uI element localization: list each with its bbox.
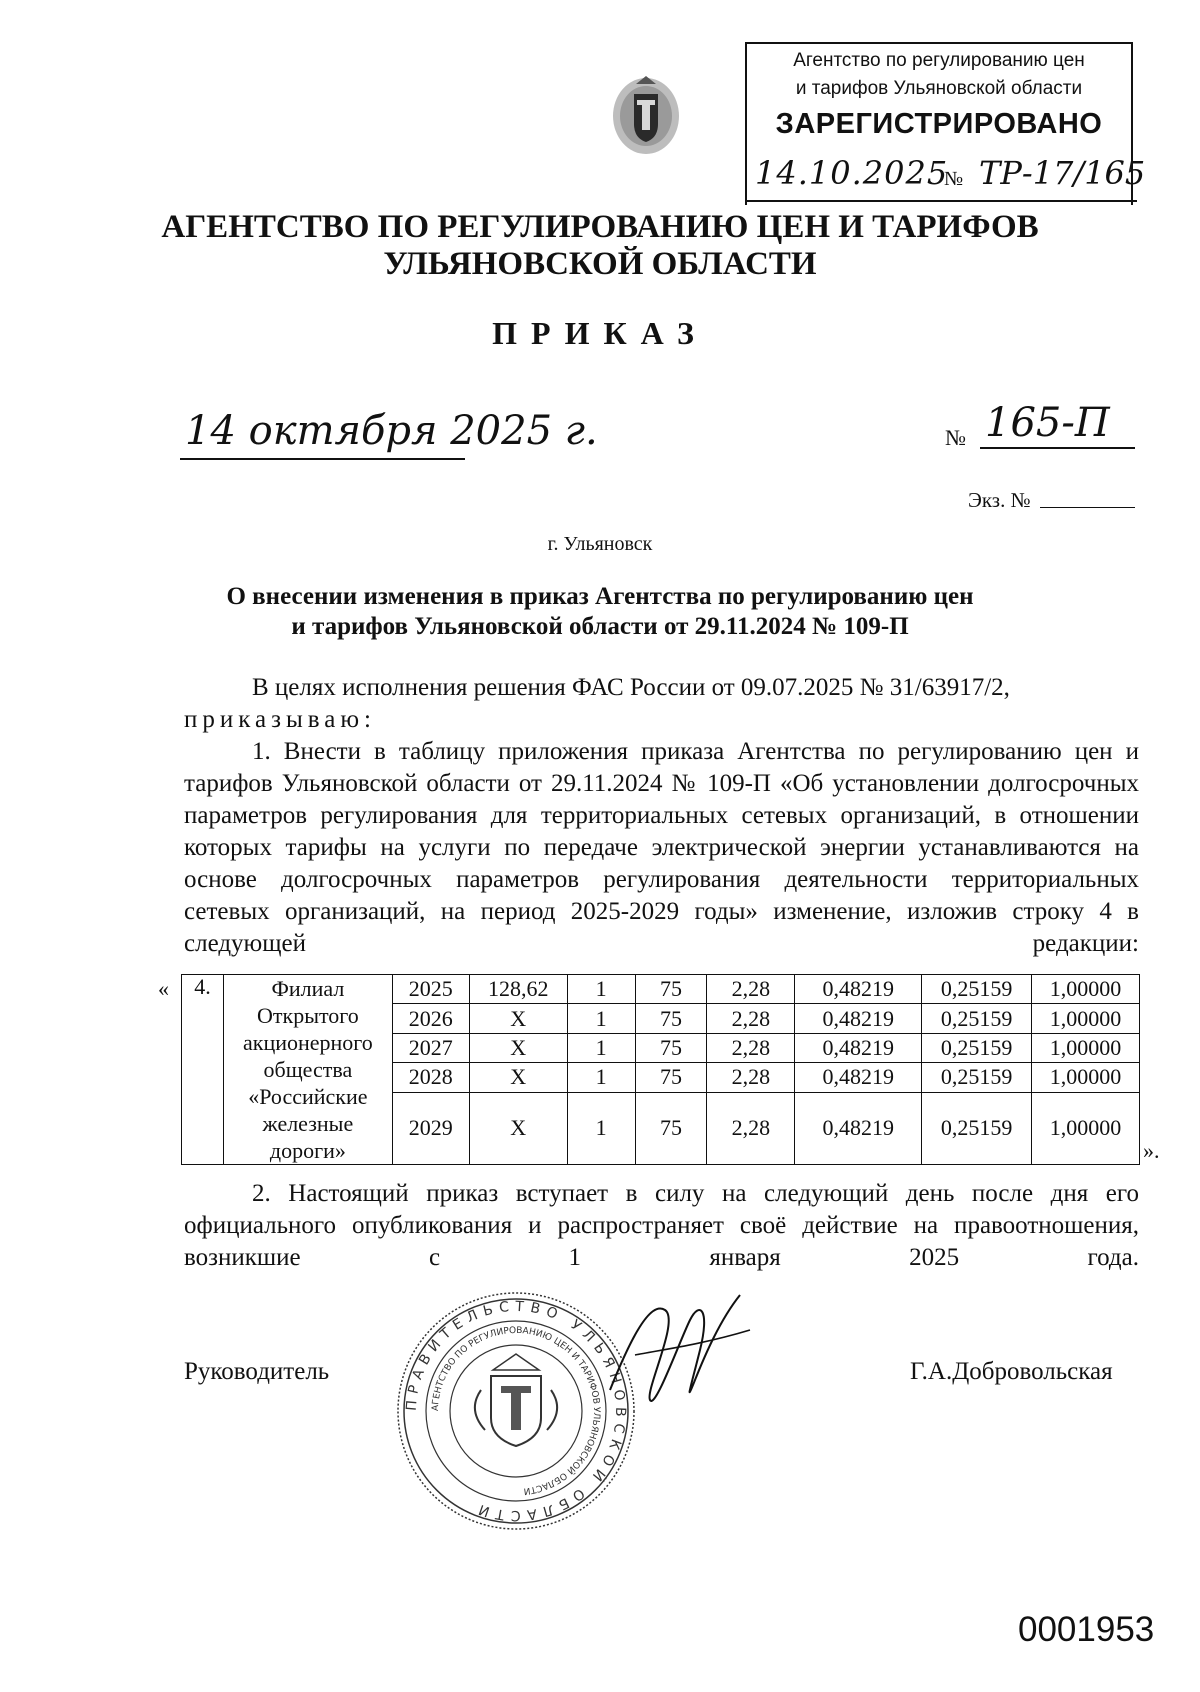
registration-stamp-agency-line1: Агентство по регулированию цен — [793, 50, 1085, 71]
handwritten-signature — [590, 1280, 760, 1420]
table-cell: 0,48219 — [795, 1092, 922, 1164]
order-word: приказываю: — [184, 706, 376, 733]
table-cell: 0,25159 — [922, 975, 1032, 1004]
table-cell: 1 — [567, 1092, 635, 1164]
table-cell: 2,28 — [707, 1033, 795, 1062]
registration-date: 14.10.2025 — [755, 154, 949, 192]
registration-number-sign: № — [944, 168, 964, 190]
table-cell: 2,28 — [707, 1063, 795, 1092]
paragraph-item-2: 2. Настоящий приказ вступает в силу на следующий день после дня его официального опубликования и распространяет своё действие на правоотношения, возникшие с 1 января 2025 года. — [184, 1180, 1139, 1271]
table-close-quote: ». — [1143, 1138, 1160, 1163]
table-row — [182, 975, 1140, 1004]
city: г. Ульяновск — [547, 533, 653, 555]
form-serial-number: 0001953 — [1018, 1610, 1155, 1649]
table-cell: 1,00000 — [1032, 1033, 1140, 1062]
order-number-label: № — [945, 425, 966, 450]
copy-number-blank — [1040, 507, 1135, 508]
table-cell: 0,48219 — [795, 1004, 922, 1033]
table-cell: 2027 — [392, 1033, 469, 1062]
table-row-number: 4. — [182, 975, 224, 1165]
table-cell: 1 — [567, 1063, 635, 1092]
table-cell: 2,28 — [707, 1092, 795, 1164]
table-cell: 2029 — [392, 1092, 469, 1164]
table-cell: 75 — [635, 1033, 707, 1062]
table-cell: 1 — [567, 975, 635, 1004]
table-cell: 0,48219 — [795, 1063, 922, 1092]
table-cell: 1,00000 — [1032, 1092, 1140, 1164]
table-cell: 1,00000 — [1032, 1063, 1140, 1092]
table-cell: 128,62 — [469, 975, 567, 1004]
table-cell: Х — [469, 1063, 567, 1092]
seal-outer-text: ПРАВИТЕЛЬСТВО УЛЬЯНОВСКОЙ ОБЛАСТИ — [403, 1298, 629, 1524]
coat-of-arms-emblem — [610, 70, 682, 156]
table-cell: 75 — [635, 1004, 707, 1033]
table-cell: 2026 — [392, 1004, 469, 1033]
table-cell: Х — [469, 1004, 567, 1033]
table-cell: 2025 — [392, 975, 469, 1004]
paragraph-preamble — [184, 672, 1139, 704]
table-cell: 0,48219 — [795, 1033, 922, 1062]
agency-title-line2: УЛЬЯНОВСКОЙ ОБЛАСТИ — [383, 246, 817, 282]
seal-inner-text: АГЕНТСТВО ПО РЕГУЛИРОВАНИЮ ЦЕН И ТАРИФОВ УЛЬЯНОВСКОЙ ОБЛАСТИ — [430, 1325, 602, 1496]
table-cell: 0,25159 — [922, 1092, 1032, 1164]
agency-title-line1: АГЕНТСТВО ПО РЕГУЛИРОВАНИЮ ЦЕН И ТАРИФОВ — [161, 209, 1039, 245]
table-cell: 1 — [567, 1004, 635, 1033]
signatory-position: Руководитель — [184, 1358, 330, 1385]
copy-number-label: Экз. № — [968, 488, 1031, 512]
table-organization-name: Филиал Открытого акционерного общества «Российские железные дороги» — [223, 975, 392, 1165]
registration-number: ТР-17/165 — [979, 154, 1146, 192]
order-number-underline — [980, 447, 1135, 449]
table-cell: 0,48219 — [795, 975, 922, 1004]
table-cell: 0,25159 — [922, 1004, 1032, 1033]
signatory-name: Г.А.Добровольская — [910, 1358, 1113, 1385]
document-type-title: ПРИКАЗ — [492, 315, 708, 351]
table-cell: 1 — [567, 1033, 635, 1062]
order-date-handwritten: 14 октября 2025 г. — [185, 408, 598, 454]
table-cell: 0,25159 — [922, 1033, 1032, 1062]
table-cell: 2,28 — [707, 975, 795, 1004]
registration-stamp — [745, 42, 1146, 205]
registration-stamp-status: ЗАРЕГИСТРИРОВАНО — [775, 108, 1103, 140]
table-cell: 1,00000 — [1032, 1004, 1140, 1033]
table-cell: 75 — [635, 975, 707, 1004]
table-cell: 75 — [635, 1063, 707, 1092]
preamble-text: В целях исполнения решения ФАС России от 09.07.2025 № 31/63917/2, — [252, 674, 1010, 701]
table-cell: 75 — [635, 1092, 707, 1164]
subject-line2: и тарифов Ульяновской области от 29.11.2024 № 109-П — [291, 613, 909, 640]
registration-stamp-agency-line2: и тарифов Ульяновской области — [795, 78, 1083, 99]
subject-line1: О внесении изменения в приказ Агентства по регулированию цен — [226, 583, 974, 610]
table-cell: 2,28 — [707, 1004, 795, 1033]
table-cell: 0,25159 — [922, 1063, 1032, 1092]
registration-stamp-underline — [745, 200, 1137, 202]
paragraph-item-1: 1. Внести в таблицу приложения приказа Агентства по регулированию цен и тарифов Ульяновской области от 29.11.2024 № 109-П «Об установлении долгосрочных параметров регулирования для территориальных сетевых организаций, в отношении которых тарифы на услуги по передаче электрической энергии устанавливаются на основе долгосрочных параметров регулирования деятельности территориальных сетевых организаций, на период 2025-2029 годы» изменение, изложив строку 4 в следующей редакции: — [184, 738, 1139, 957]
order-date-underline — [180, 458, 465, 460]
table-cell: 2028 — [392, 1063, 469, 1092]
tariff-parameters-table — [181, 974, 1140, 1165]
table-open-quote: « — [158, 976, 169, 1001]
table-cell: 1,00000 — [1032, 975, 1140, 1004]
table-cell: Х — [469, 1033, 567, 1062]
table-cell: Х — [469, 1092, 567, 1164]
order-number-handwritten: 165-П — [985, 400, 1110, 446]
